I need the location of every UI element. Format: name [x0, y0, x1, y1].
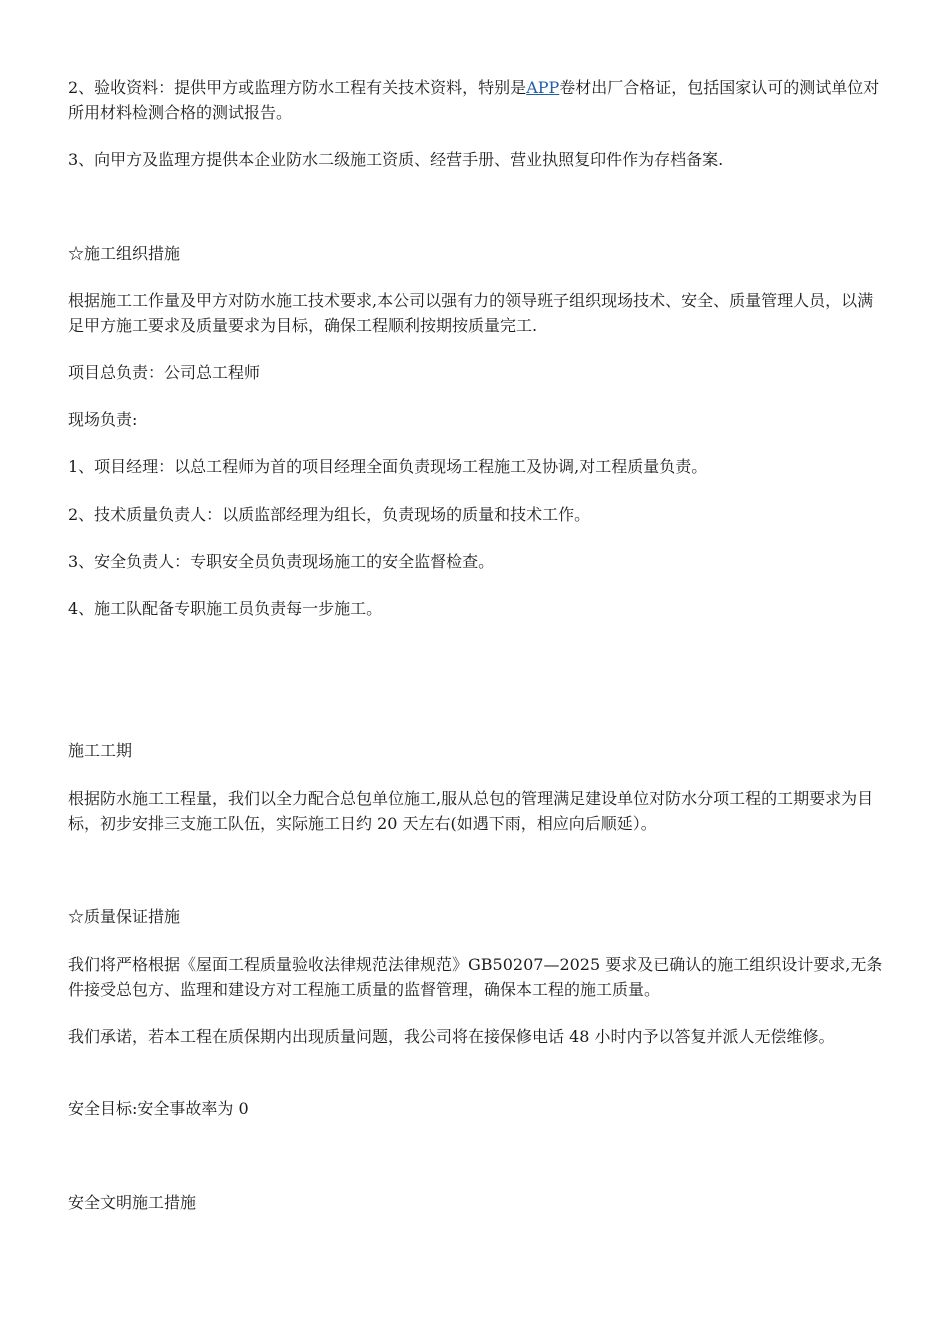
- acceptance-materials-paragraph: [68, 75, 883, 125]
- list-item-quality-lead: 2、技术质量负责人：以质监部经理为组长，负责现场的质量和技术工作。: [68, 505, 591, 524]
- list-item-safety-lead: 3、安全负责人：专职安全员负责现场施工的安全监督检查。: [68, 552, 495, 571]
- list-item-crew: 4、施工队配备专职施工员负责每一步施工。: [68, 599, 383, 618]
- schedule-paragraph: 根据防水施工工程量，我们以全力配合总包单位施工,服从总包的管理满足建设单位对防水分项工程的工期要求为目标，初步安排三支施工队伍，实际施工日约 20 天左右(如遇下雨，相应向后顺延）。: [68, 789, 874, 833]
- schedule-heading: 施工工期: [68, 741, 133, 760]
- quality-heading: ☆质量保证措施: [68, 907, 181, 926]
- organization-heading: ☆施工组织措施: [68, 244, 181, 263]
- app-link[interactable]: APP: [526, 78, 560, 97]
- list-item-project-manager: 1、项目经理：以总工程师为首的项目经理全面负责现场工程施工及协调,对工程质量负责。: [68, 457, 708, 476]
- quality-paragraph-warranty: 我们承诺，若本工程在质保期内出现质量问题，我公司将在接保修电话 48 小时内予以答复并派人无偿维修。: [68, 1027, 835, 1046]
- project-lead-line: 项目总负责：公司总工程师: [68, 363, 261, 382]
- acceptance-materials-text-start: 2、验收资料：提供甲方或监理方防水工程有关技术资料，特别是: [68, 78, 527, 97]
- organization-paragraph: 根据施工工作量及甲方对防水施工技术要求,本公司以强有力的领导班子组织现场技术、安全、质量管理人员，以满足甲方施工要求及质量要求为目标，确保工程顺利按期按质量完工.: [68, 291, 874, 335]
- site-lead-line: 现场负责:: [68, 410, 138, 429]
- quality-paragraph-standard: 我们将严格根据《屋面工程质量验收法律规范法律规范》GB50207—2025 要求及已确认的施工组织设计要求,无条件接受总包方、监理和建设方对工程施工质量的监督管理，确保本工程的施工质量。: [68, 955, 883, 999]
- safety-heading: 安全文明施工措施: [68, 1193, 197, 1212]
- acceptance-materials-text-end: 卷材出厂合格证，包括国家认可的测试单位对所用材料检测合格的测试报告。: [68, 78, 880, 122]
- safety-goal-line: 安全目标:安全事故率为 0: [68, 1099, 249, 1118]
- qualification-paragraph: 3、向甲方及监理方提供本企业防水二级施工资质、经营手册、营业执照复印件作为存档备案.: [68, 150, 724, 169]
